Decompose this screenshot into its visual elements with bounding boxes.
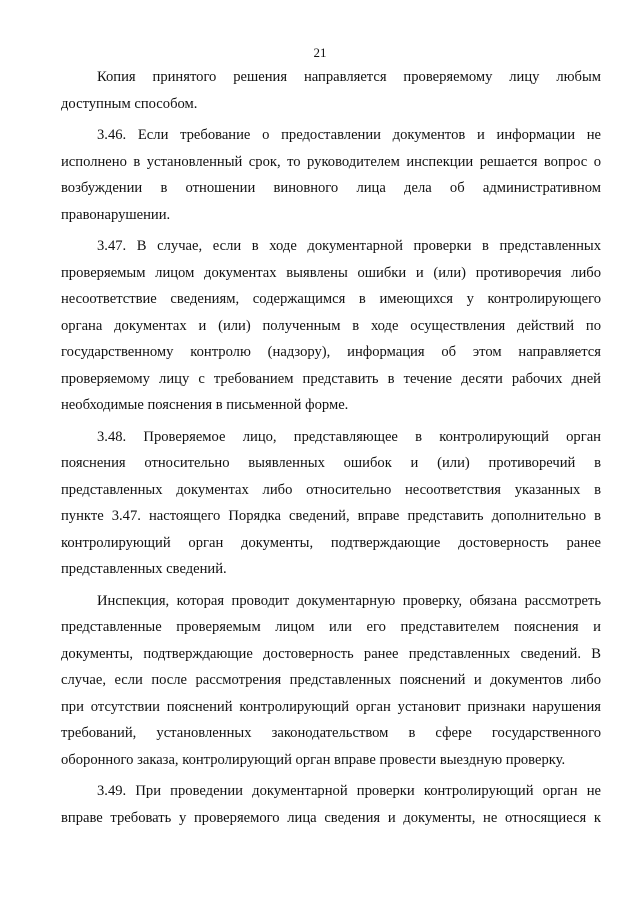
text-line: 3.46. Если требование о предоставлении документов и информации не bbox=[97, 127, 601, 143]
text-line: случае, если после рассмотрения представленных пояснений и документов либо bbox=[61, 672, 601, 688]
paragraph-3-46 bbox=[61, 122, 601, 228]
text-line: проверяемому лицу с требованием представить в течение десяти рабочих дней bbox=[61, 370, 601, 387]
text-line: при отсутствии пояснений контролирующий орган установит признаки нарушения bbox=[61, 698, 601, 715]
text-line: Копия принятого решения направляется проверяемому лицу любым bbox=[97, 69, 601, 85]
text-line: органа документах и (или) полученным в ходе осуществления действий по bbox=[61, 317, 601, 334]
text-line: представленные проверяемым лицом или его представителем пояснения и bbox=[61, 619, 601, 635]
text-line: правонарушении. bbox=[61, 206, 171, 223]
text-line: требований, установленных законодательством в сфере государственного bbox=[61, 725, 601, 741]
text-line: пояснения относительно выявленных ошибок и (или) противоречий в bbox=[61, 455, 601, 471]
text-line: пункте 3.47. настоящего Порядка сведений, вправе представить дополнительно в bbox=[61, 508, 601, 524]
text-line: несоответствие сведениям, содержащимся в имеющихся у контролирующего bbox=[61, 291, 601, 307]
text-line: документы, подтверждающие достоверность ранее представленных сведений. В bbox=[61, 645, 601, 662]
paragraph-3-47 bbox=[61, 233, 601, 419]
text-line: представленных сведений. bbox=[61, 561, 227, 577]
text-line: необходимые пояснения в письменной форме. bbox=[61, 397, 349, 413]
text-line: исполнено в установленный срок, то руководителем инспекции решается вопрос о bbox=[61, 153, 601, 170]
paragraph-3-48 bbox=[61, 424, 601, 583]
text-line: 3.49. При проведении документарной проверки контролирующий орган не bbox=[97, 783, 601, 799]
text-line: Инспекция, которая проводит документарную проверку, обязана рассмотреть bbox=[97, 592, 601, 609]
text-line: контролирующий орган документы, подтверждающие достоверность ранее bbox=[61, 534, 601, 551]
text-line: 3.47. В случае, если в ходе документарной проверки в представленных bbox=[97, 238, 601, 254]
text-line: возбуждении в отношении виновного лица дела об административном bbox=[61, 180, 601, 196]
document-body bbox=[61, 64, 601, 831]
text-line: вправе требовать у проверяемого лица сведения и документы, не относящиеся к bbox=[61, 809, 601, 826]
text-line: 3.48. Проверяемое лицо, представляющее в контролирующий орган bbox=[97, 428, 601, 445]
paragraph-3-49 bbox=[61, 778, 601, 831]
paragraph-inspection bbox=[61, 588, 601, 774]
page-number: 21 bbox=[313, 45, 327, 60]
text-line: представленных документах либо относительно несоответствия указанных в bbox=[61, 481, 601, 498]
text-line: государственному контролю (надзору), информация об этом направляется bbox=[61, 344, 601, 360]
text-line: проверяемым лицом документах выявлены ошибки и (или) противоречия либо bbox=[61, 264, 601, 281]
text-line: оборонного заказа, контролирующий орган вправе провести выездную проверку. bbox=[61, 751, 566, 768]
paragraph-decision-copy bbox=[61, 64, 601, 117]
text-line: доступным способом. bbox=[61, 95, 198, 112]
